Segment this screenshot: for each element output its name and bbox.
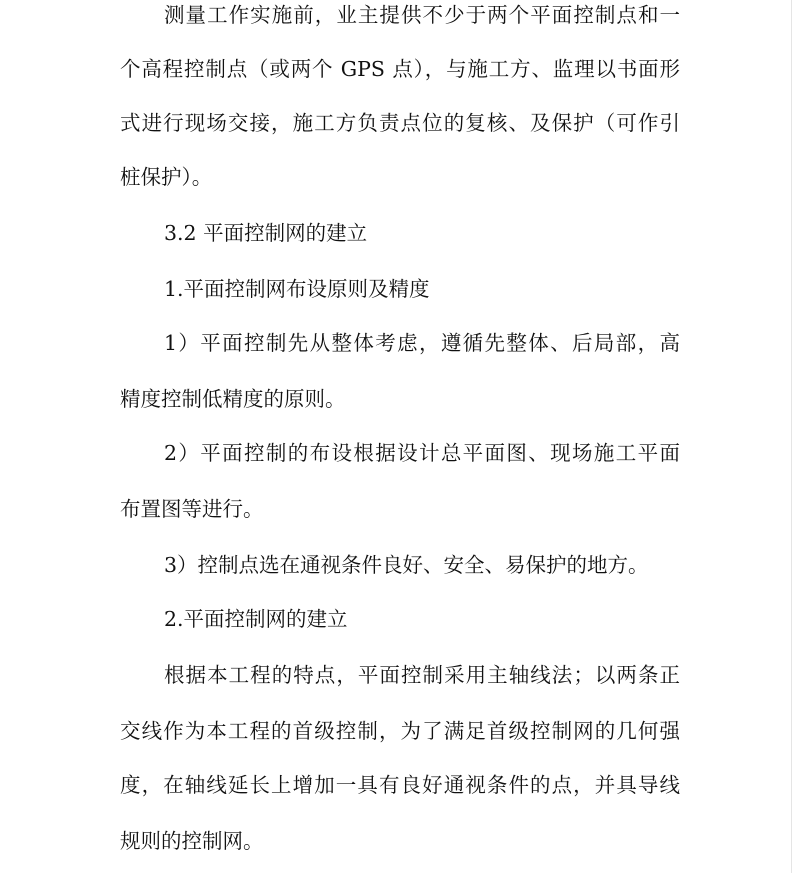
subsection-heading: 2.平面控制网的建立	[164, 607, 348, 631]
subsection-heading: 1.平面控制网布设原则及精度	[164, 277, 430, 301]
list-item-line: 布置图等进行。	[120, 497, 264, 521]
list-item-line: 精度控制低精度的原则。	[120, 387, 346, 411]
list-item-line: 2）平面控制的布设根据设计总平面图、现场施工平面	[164, 441, 680, 465]
paragraph-line: 测量工作实施前，业主提供不少于两个平面控制点和一	[164, 3, 680, 27]
list-item-line: 1）平面控制先从整体考虑，遵循先整体、后局部，高	[164, 331, 680, 355]
paragraph-line: 度，在轴线延长上增加一具有良好通视条件的点，并具导线	[120, 773, 680, 797]
section-heading: 3.2 平面控制网的建立	[164, 221, 368, 245]
paragraph-line: 个高程控制点（或两个 GPS 点），与施工方、监理以书面形	[120, 57, 680, 81]
paragraph-line: 桩保护）。	[120, 165, 213, 189]
paragraph-line: 规则的控制网。	[120, 829, 264, 853]
paragraph-line: 根据本工程的特点，平面控制采用主轴线法；以两条正	[164, 663, 680, 687]
paragraph-line: 交线作为本工程的首级控制，为了满足首级控制网的几何强	[120, 719, 680, 743]
list-item-line: 3）控制点选在通视条件良好、安全、易保护的地方。	[164, 553, 649, 577]
paragraph-line: 式进行现场交接，施工方负责点位的复核、及保护（可作引	[120, 111, 680, 135]
